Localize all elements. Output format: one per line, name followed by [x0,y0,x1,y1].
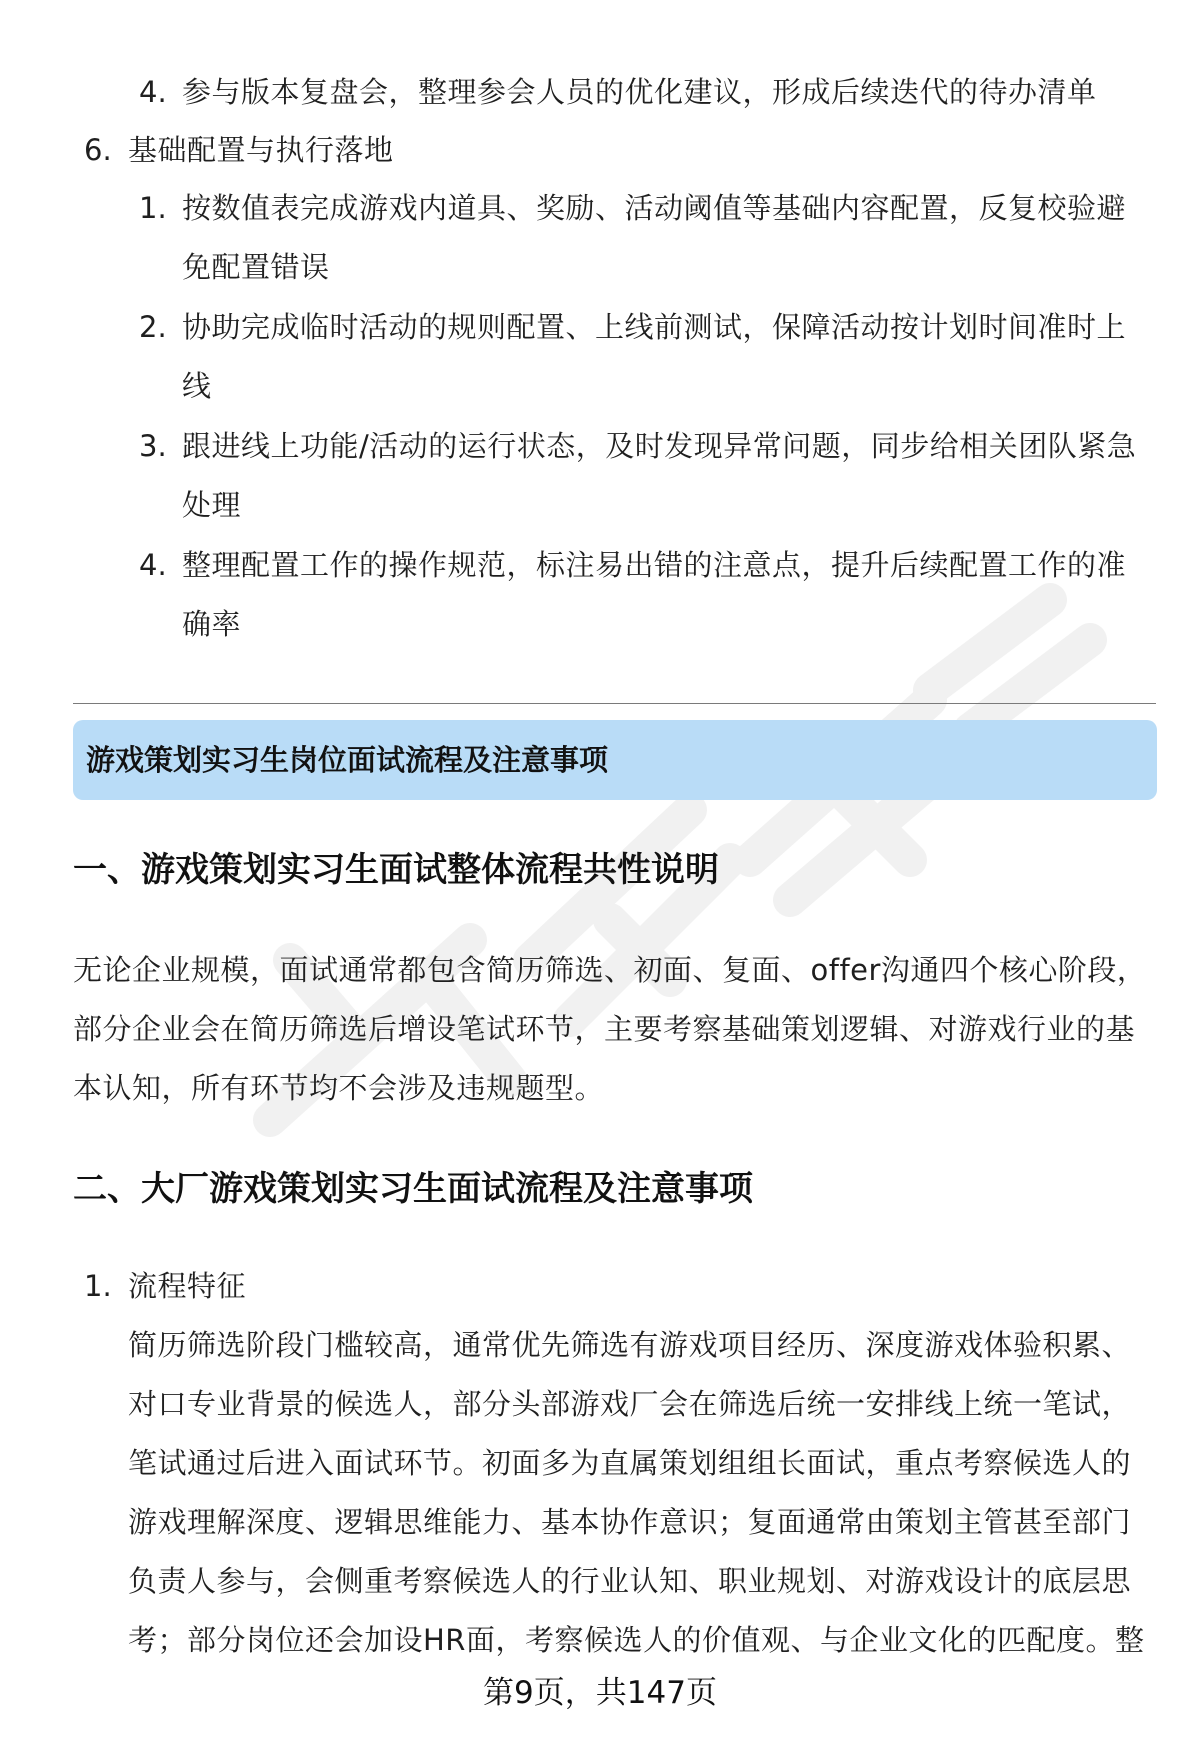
subsection-title: 流程特征 [128,1269,247,1303]
paragraph-line: 负责人参与，会侧重考察候选人的行业认知、职业规划、对游戏设计的底层思 [128,1564,1132,1598]
list-number: 2. [139,310,167,344]
list-number: 1. [84,1269,112,1303]
list-number: 4. [139,548,167,582]
paragraph-line: 游戏理解深度、逻辑思维能力、基本协作意识；复面通常由策划主管甚至部门 [128,1505,1132,1539]
section-title: 基础配置与执行落地 [128,133,394,167]
list-item-text: 协助完成临时活动的规则配置、上线前测试，保障活动按计划时间准时上 [182,310,1127,344]
heading-2: 二、大厂游戏策划实习生面试流程及注意事项 [73,1169,753,1209]
list-item-text: 跟进线上功能/活动的运行状态，及时发现异常问题，同步给相关团队紧急 [182,429,1137,463]
list-item-text-cont: 免配置错误 [182,250,330,284]
paragraph-line: 简历筛选阶段门槛较高，通常优先筛选有游戏项目经历、深度游戏体验积累、 [128,1328,1132,1362]
list-number: 4. [139,75,167,109]
list-item-text: 整理配置工作的操作规范，标注易出错的注意点，提升后续配置工作的准 [182,548,1127,582]
list-item-text: 按数值表完成游戏内道具、奖励、活动阈值等基础内容配置，反复校验避 [182,191,1127,225]
paragraph-line: 部分企业会在简历筛选后增设笔试环节，主要考察基础策划逻辑、对游戏行业的基 [73,1012,1136,1046]
list-item-text-cont: 处理 [182,488,242,522]
paragraph-line: 无论企业规模，面试通常都包含简历筛选、初面、复面、offer沟通四个核心阶段， [73,953,1147,987]
section-number: 6. [84,133,112,167]
paragraph-line: 笔试通过后进入面试环节。初面多为直属策划组组长面试，重点考察候选人的 [128,1446,1132,1480]
list-item-text-cont: 线 [182,369,212,403]
list-number: 3. [139,429,167,463]
paragraph-line: 考；部分岗位还会加设HR面，考察候选人的价值观、与企业文化的匹配度。整 [128,1623,1145,1657]
heading-1: 一、游戏策划实习生面试整体流程共性说明 [73,850,719,890]
banner-title: 游戏策划实习生岗位面试流程及注意事项 [86,743,609,777]
paragraph-line: 对口专业背景的候选人，部分头部游戏厂会在筛选后统一安排线上统一笔试， [128,1387,1132,1421]
divider [73,703,1156,704]
list-number: 1. [139,191,167,225]
list-item-text: 参与版本复盘会，整理参会人员的优化建议，形成后续迭代的待办清单 [182,75,1097,109]
list-item-text-cont: 确率 [182,607,242,641]
paragraph-line: 本认知，所有环节均不会涉及违规题型。 [73,1071,605,1105]
page-number: 第9页，共147页 [483,1675,717,1711]
